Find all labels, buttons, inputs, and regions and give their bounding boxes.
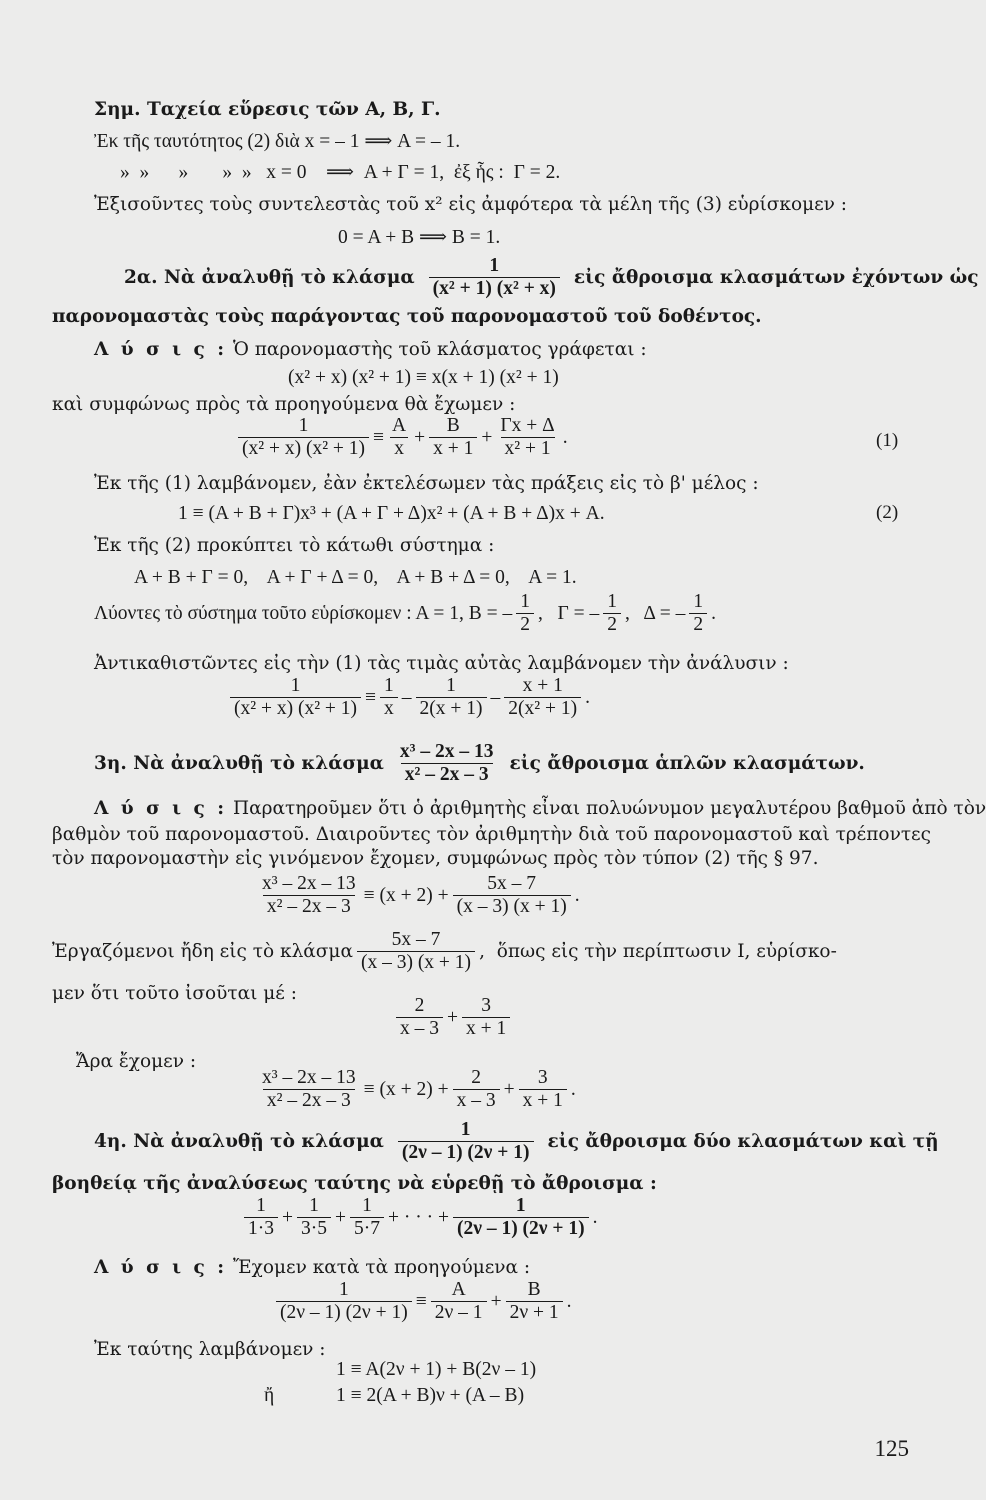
- operator: –: [490, 686, 501, 708]
- text-line: Ἀντικαθιστῶντες εἰς τὴν (1) τὰς τιμὰς αὐτὰς λαμβάνομεν τὴν ἀνάλυσιν :: [94, 653, 789, 674]
- equation: [272, 1280, 572, 1323]
- text-line: , Γ = –: [537, 602, 600, 624]
- text-line: , Δ = –: [624, 602, 686, 624]
- decomposition-result: [226, 676, 590, 719]
- equation-tag: (2): [876, 502, 899, 523]
- numerator: 3: [481, 995, 491, 1016]
- system-solution: [94, 592, 716, 635]
- text-line: Ἐκ τῆς (2) προκύπτει τὸ κάτωθι σύστημα :: [94, 535, 495, 556]
- fraction: [429, 256, 560, 299]
- punctuation: .: [585, 686, 591, 708]
- fraction: [504, 676, 581, 719]
- operator: +: [414, 426, 426, 448]
- denominator: x + 1: [462, 1017, 510, 1039]
- numerator: 2: [414, 995, 425, 1016]
- numerator: 1: [515, 1195, 526, 1216]
- fraction: [519, 1068, 567, 1111]
- heading-text: 2α. Νὰ ἀναλυθῇ τὸ κλάσμα: [124, 266, 415, 288]
- denominator: x + 1: [519, 1089, 567, 1111]
- numerator: 1: [384, 675, 394, 696]
- denominator: x² – 2x – 3: [263, 1089, 355, 1111]
- denominator: 3·5: [297, 1217, 331, 1239]
- text-line: » » » » » x = 0 ⟹ Α + Γ = 1, ἐξ ἧς : Γ = 2.: [120, 162, 561, 183]
- denominator: x² + 1: [501, 437, 555, 459]
- fraction: [429, 416, 477, 459]
- lysis-label: Λ ύ σ ι ς :: [94, 339, 228, 360]
- text-line: Ἐργαζόμενοι ἤδη εἰς τὸ κλάσμα: [52, 940, 353, 962]
- numerator: x³ – 2x – 13: [262, 1067, 356, 1088]
- operator: + · · · +: [388, 1206, 449, 1228]
- numerator: 1: [256, 1195, 266, 1216]
- operator: +: [335, 1206, 346, 1228]
- equation: 1 ≡ 2(Α + Β)ν + (Α – Β): [336, 1385, 525, 1406]
- fraction: [380, 676, 398, 719]
- denominator: 2: [516, 613, 534, 635]
- equation: [254, 1068, 576, 1111]
- equation-tag: (1): [876, 430, 899, 451]
- heading-text: εἰς ἄθροισμα δύο κλασμάτων καὶ τῇ: [547, 1130, 939, 1152]
- operator: ≡: [373, 426, 385, 448]
- text-line: Ἐκ τῆς ταυτότητος (2) διὰ x = – 1 ⟹ Α = – 1.: [94, 131, 461, 152]
- punctuation: .: [574, 884, 580, 906]
- denominator: (2ν – 1) (2ν + 1): [398, 1141, 534, 1163]
- page-number: 125: [874, 1436, 909, 1461]
- text-line: Ἐξισοῦντες τοὺς συντελεστὰς τοῦ x² εἰς ἀμφότερα τὰ μέλη τῆς (3) εὑρίσκομεν :: [94, 194, 848, 215]
- numerator: 1: [309, 1195, 319, 1216]
- punctuation: .: [566, 1290, 572, 1312]
- operator: +: [282, 1206, 293, 1228]
- denominator: 2ν + 1: [506, 1301, 563, 1323]
- fraction: [258, 1068, 360, 1111]
- denominator: x² – 2x – 3: [263, 895, 355, 917]
- equation-1: [234, 416, 568, 459]
- numerator: 1: [520, 591, 530, 612]
- denominator: (2ν – 1) (2ν + 1): [453, 1217, 589, 1239]
- heading-text: εἰς ἄθροισμα κλασμάτων ἐχόντων ὡς: [573, 266, 979, 288]
- exercise-4-heading: [94, 1120, 939, 1163]
- text-line: βαθμὸν τοῦ παρονομαστοῦ. Διαιροῦντες τὸν ἀριθμητὴν διὰ τοῦ παρονομαστοῦ καὶ τρέποντες: [52, 824, 931, 845]
- numerator: 1: [460, 1119, 471, 1140]
- lysis-label: Λ ύ σ ι ς :: [94, 1257, 228, 1278]
- denominator: 2(x² + 1): [504, 697, 581, 719]
- note-heading: Σημ. Ταχεία εὕρεσις τῶν Α, Β, Γ.: [94, 99, 441, 120]
- denominator: x² – 2x – 3: [401, 763, 493, 785]
- heading-text: εἰς ἄθροισμα ἁπλῶν κλασμάτων.: [509, 752, 865, 774]
- denominator: x + 1: [429, 437, 477, 459]
- denominator: 2ν – 1: [431, 1301, 487, 1323]
- fraction: [297, 1196, 331, 1239]
- numerator: x + 1: [522, 675, 563, 696]
- fraction: [258, 874, 360, 917]
- text-line: Ἐκ ταύτης λαμβάνομεν :: [94, 1339, 326, 1360]
- exercise-2a-heading: [124, 256, 979, 299]
- denominator: x – 3: [396, 1017, 443, 1039]
- denominator: (x² + 1) (x² + x): [429, 277, 560, 299]
- heading-text: 4η. Νὰ ἀναλυθῇ τὸ κλάσμα: [94, 1130, 384, 1152]
- denominator: x: [390, 437, 408, 459]
- numerator: x³ – 2x – 13: [262, 873, 356, 894]
- denominator: (x – 3) (x + 1): [453, 895, 571, 917]
- numerator: 1: [338, 1279, 349, 1300]
- conjunction: ἤ: [264, 1385, 275, 1406]
- punctuation: .: [562, 426, 568, 448]
- series-sum: [240, 1196, 598, 1239]
- text-line: Ἐκ τῆς (1) λαμβάνομεν, ἐὰν ἐκτελέσωμεν τὰς πράξεις εἰς τὸ β' μέλος :: [94, 473, 759, 494]
- numerator: Α: [451, 1279, 466, 1300]
- fraction: [453, 1196, 589, 1239]
- operator: ≡: [415, 1290, 427, 1312]
- denominator: (x² + x) (x² + 1): [230, 697, 361, 719]
- fraction: [506, 1280, 563, 1323]
- text-line: , ὅπως εἰς τὴν περίπτωσιν Ι, εὑρίσκο-: [479, 940, 837, 962]
- numerator: 1: [489, 255, 500, 276]
- equation: 1 ≡ Α(2ν + 1) + Β(2ν – 1): [336, 1359, 537, 1380]
- numerator: 2: [471, 1067, 481, 1088]
- fraction: [230, 676, 361, 719]
- denominator: x: [380, 697, 398, 719]
- equation: (x² + x) (x² + 1) ≡ x(x + 1) (x² + 1): [288, 367, 559, 388]
- text-line: Ἔχομεν κατὰ τὰ προηγούμενα :: [232, 1257, 531, 1278]
- fraction: [398, 1120, 534, 1163]
- text-line: Ὁ παρονομαστὴς τοῦ κλάσματος γράφεται :: [232, 339, 647, 360]
- text-line: Λύοντες τὸ σύστημα τοῦτο εὑρίσκομεν : Α = 1, Β = –: [94, 602, 513, 624]
- operator: ≡ (x + 2) +: [363, 884, 449, 906]
- text-line: μεν ὅτι τοῦτο ἰσοῦται μέ :: [52, 983, 297, 1004]
- numerator: 1: [607, 591, 617, 612]
- fraction: [416, 676, 487, 719]
- lysis-label: Λ ύ σ ι ς :: [94, 798, 228, 819]
- numerator: 3: [537, 1067, 548, 1088]
- equation-2: 1 ≡ (Α + Β + Γ)x³ + (Α + Γ + Δ)x² + (Α + Β + Δ)x + Α.: [178, 503, 605, 524]
- numerator: 1: [362, 1195, 372, 1216]
- numerator: Α: [392, 415, 407, 436]
- denominator: 2: [603, 613, 621, 635]
- fraction: [516, 592, 534, 635]
- fraction: [350, 1196, 384, 1239]
- numerator: 1: [446, 675, 456, 696]
- denominator: 2(x + 1): [416, 697, 487, 719]
- fraction: [431, 1280, 487, 1323]
- fraction: [689, 592, 707, 635]
- numerator: 5x – 7: [487, 873, 537, 894]
- operator: +: [481, 426, 493, 448]
- fraction: [453, 874, 571, 917]
- punctuation: .: [592, 1206, 598, 1228]
- fraction: [453, 1068, 500, 1111]
- text-line: Παρατηροῦμεν ὅτι ὁ ἀριθμητὴς εἶναι πολυώνυμον μεγαλυτέρου βαθμοῦ ἀπὸ τὸν: [232, 798, 986, 819]
- denominator: (x – 3) (x + 1): [357, 951, 475, 973]
- numerator: 5x – 7: [391, 929, 441, 950]
- denominator: (x² + x) (x² + 1): [238, 437, 369, 459]
- numerator: Β: [446, 415, 460, 436]
- fraction: [357, 930, 475, 973]
- numerator: 1: [298, 415, 309, 436]
- fraction: [388, 416, 410, 459]
- equation-system: Α + Β + Γ = 0, Α + Γ + Δ = 0, Α + Β + Δ = 0, Α = 1.: [134, 567, 577, 588]
- text-line: Ἄρα ἔχομεν :: [76, 1051, 197, 1072]
- fraction: [496, 416, 558, 459]
- text-line: βοηθείᾳ τῆς ἀναλύσεως ταύτης νὰ εὑρεθῇ τὸ ἄθροισμα :: [52, 1173, 657, 1194]
- equation: [392, 996, 514, 1039]
- text-line: τὸν παρονομαστὴν εἰς γινόμενον ἔχομεν, συμφώνως πρὸς τὸν τύπον (2) τῆς § 97.: [52, 848, 819, 869]
- fraction: [396, 742, 498, 785]
- heading-text: 3η. Νὰ ἀναλυθῇ τὸ κλάσμα: [94, 752, 384, 774]
- operator: –: [401, 686, 412, 708]
- denominator: (2ν – 1) (2ν + 1): [276, 1301, 412, 1323]
- numerator: Γx + Δ: [500, 415, 555, 436]
- operator: +: [447, 1006, 458, 1028]
- punctuation: .: [570, 1078, 576, 1100]
- operator: +: [503, 1078, 515, 1100]
- denominator: 2: [689, 613, 707, 635]
- denominator: 1·3: [244, 1217, 278, 1239]
- fraction: [238, 416, 369, 459]
- punctuation: .: [711, 602, 716, 624]
- denominator: 5·7: [350, 1217, 384, 1239]
- operator: ≡: [365, 686, 377, 708]
- numerator: 1: [290, 675, 301, 696]
- equation: 0 = Α + Β ⟹ Β = 1.: [338, 227, 501, 248]
- fraction: [462, 996, 510, 1039]
- numerator: Β: [527, 1279, 541, 1300]
- operator: ≡ (x + 2) +: [363, 1078, 449, 1100]
- numerator: x³ – 2x – 13: [399, 741, 494, 762]
- text-line: καὶ συμφώνως πρὸς τὰ προηγούμενα θὰ ἔχωμεν :: [52, 394, 516, 415]
- numerator: 1: [693, 591, 704, 612]
- fraction: [276, 1280, 412, 1323]
- fraction: [244, 1196, 278, 1239]
- exercise-3-heading: [94, 742, 865, 785]
- text-line: [52, 930, 837, 973]
- fraction: [396, 996, 443, 1039]
- equation: [254, 874, 580, 917]
- operator: +: [490, 1290, 502, 1312]
- fraction: [603, 592, 621, 635]
- denominator: x – 3: [453, 1089, 500, 1111]
- text-line: παρονομαστὰς τοὺς παράγοντας τοῦ παρονομαστοῦ τοῦ δοθέντος.: [52, 306, 762, 327]
